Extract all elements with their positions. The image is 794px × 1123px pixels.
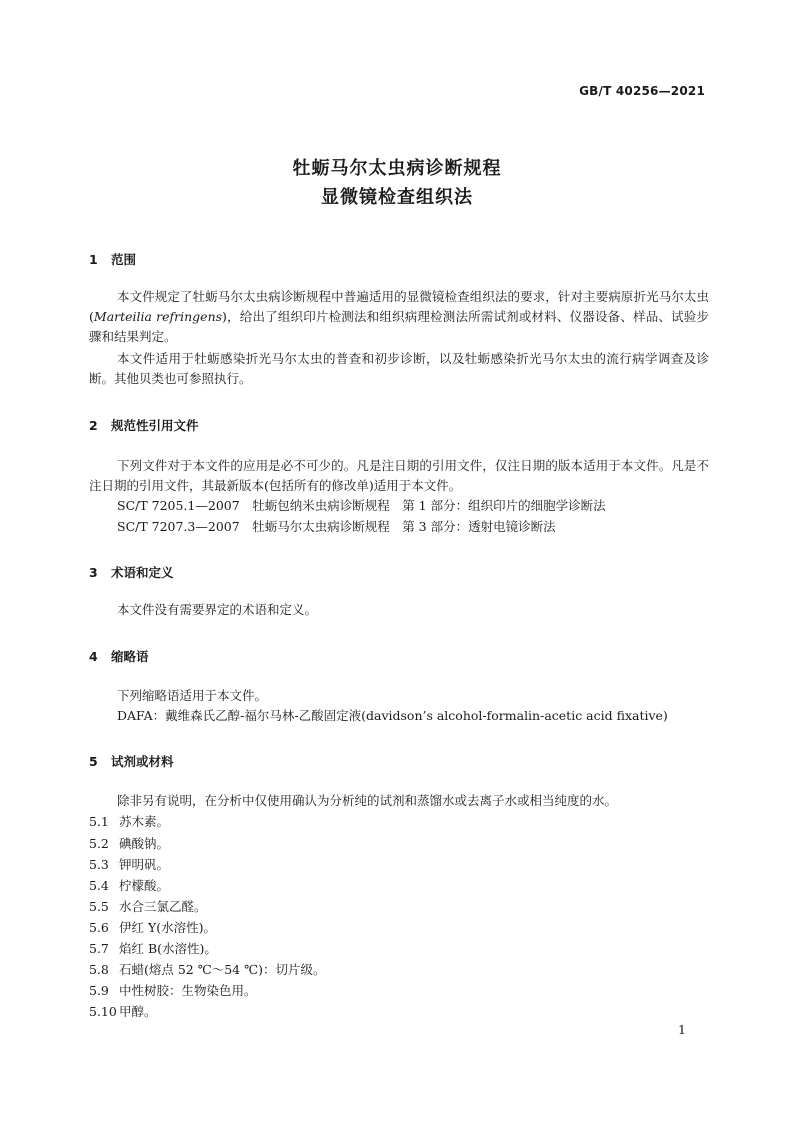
reference-item-2: SC/T 7207.3—2007 牡蛎马尔太虫病诊断规程 第 3 部分：透射电镜诊断法	[117, 519, 556, 534]
item-text: 苏木素。	[119, 814, 170, 829]
reagent-item	[89, 897, 207, 915]
page-number: 1	[678, 1022, 686, 1037]
document-title-line1: 牡蛎马尔太虫病诊断规程	[292, 158, 502, 179]
section-number: 1	[89, 252, 98, 267]
reagent-item	[89, 939, 217, 957]
abbreviations-intro: 下列缩略语适用于本文件。	[117, 688, 268, 703]
item-text: 石蜡(熔点 52 ℃～54 ℃)：切片级。	[119, 962, 326, 977]
scope-paragraph-1	[89, 287, 709, 347]
reagent-item	[89, 876, 169, 894]
item-text: 水合三氯乙醛。	[119, 899, 207, 914]
scope-text-b: )，给出了组织印片检测法和组织病理检测法所需试剂或材料、仪器设备、样品、试验步骤和结果判定。	[89, 309, 709, 344]
document-title-line2: 显微镜检查组织法	[321, 187, 473, 208]
reagent-item	[89, 855, 169, 873]
scope-text-a: 本文件规定了牡蛎马尔太虫病诊断规程中普遍适用的显微镜检查组织法的要求，针对主要病原折光马尔太虫(	[89, 289, 709, 324]
item-number: 5.4	[89, 878, 109, 893]
section-number: 4	[89, 649, 98, 664]
item-text: 钾明矾。	[119, 857, 170, 872]
reagent-item	[89, 1002, 157, 1020]
item-text: 伊红 Y(水溶性)。	[119, 920, 216, 935]
item-number: 5.2	[89, 836, 109, 851]
section-heading-reagents	[89, 752, 174, 770]
section-heading-scope	[89, 250, 136, 268]
section-number: 5	[89, 754, 98, 769]
section-title: 范围	[111, 252, 137, 267]
section-title: 术语和定义	[111, 565, 174, 580]
item-text: 甲醇。	[119, 1004, 157, 1019]
item-number: 5.5	[89, 899, 109, 914]
section-heading-terms	[89, 563, 174, 581]
scope-paragraph-2: 本文件适用于牡蛎感染折光马尔太虫的普查和初步诊断，以及牡蛎感染折光马尔太虫的流行病学调查及诊断。其他贝类也可参照执行。	[89, 351, 709, 386]
section-number: 2	[89, 418, 98, 433]
section-heading-normative-references	[89, 416, 199, 434]
section-number: 3	[89, 565, 98, 580]
item-number: 5.1	[89, 814, 109, 829]
section-heading-abbreviations	[89, 647, 149, 665]
item-number: 5.7	[89, 941, 109, 956]
item-number: 5.3	[89, 857, 109, 872]
latin-species-name: Marteilia refringens	[93, 309, 223, 324]
standard-number: GB/T 40256—2021	[579, 84, 705, 98]
references-paragraph: 下列文件对于本文件的应用是必不可少的。凡是注日期的引用文件，仅注日期的版本适用于本文件。凡是不注日期的引用文件，其最新版本(包括所有的修改单)适用于本文件。	[89, 458, 709, 493]
item-text: 柠檬酸。	[119, 878, 170, 893]
section-title: 规范性引用文件	[111, 418, 199, 433]
item-text: 中性树胶：生物染色用。	[119, 983, 257, 998]
reference-item-1: SC/T 7205.1—2007 牡蛎包纳米虫病诊断规程 第 1 部分：组织印片的细胞学诊断法	[117, 498, 606, 513]
item-text: 焰红 B(水溶性)。	[119, 941, 217, 956]
abbreviation-dafa: DAFA：戴维森氏乙醇-福尔马林-乙酸固定液(davidson’s alcohol-formalin-acetic acid fixative)	[117, 708, 668, 723]
reagent-item	[89, 918, 216, 936]
item-number: 5.8	[89, 962, 109, 977]
section-title: 试剂或材料	[111, 754, 174, 769]
section-title: 缩略语	[111, 649, 149, 664]
terms-paragraph: 本文件没有需要界定的术语和定义。	[117, 602, 318, 617]
item-number: 5.6	[89, 920, 109, 935]
reagent-item	[89, 981, 257, 999]
reagents-intro: 除非另有说明，在分析中仅使用确认为分析纯的试剂和蒸馏水或去离子水或相当纯度的水。	[117, 793, 618, 808]
reagent-item	[89, 812, 169, 830]
item-number: 5.9	[89, 983, 109, 998]
item-number: 5.10	[89, 1004, 117, 1019]
reagent-item	[89, 960, 325, 978]
reagent-item	[89, 834, 169, 852]
item-text: 碘酸钠。	[119, 836, 170, 851]
